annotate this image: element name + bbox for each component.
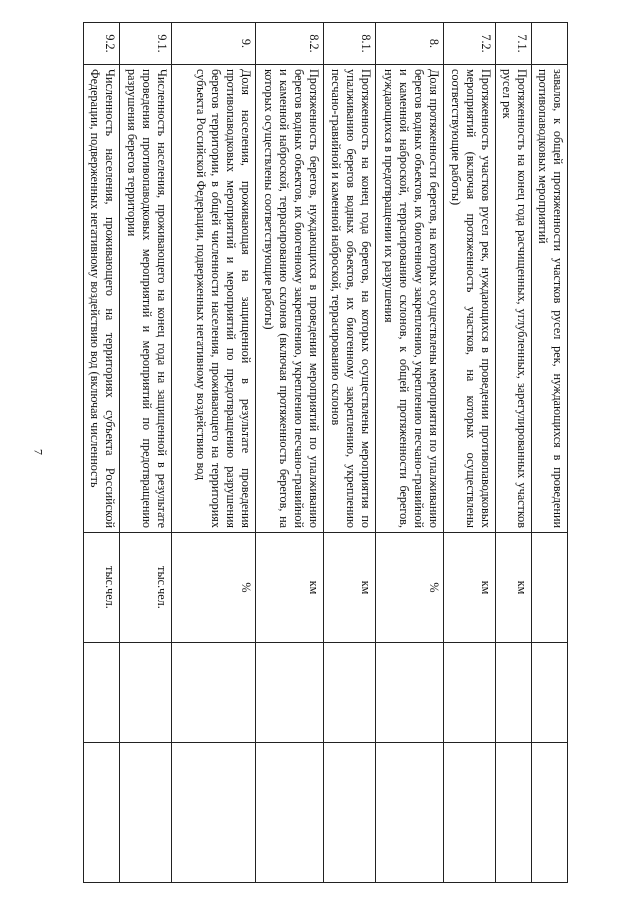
table-row xyxy=(376,23,444,883)
empty-cell xyxy=(496,743,532,883)
table-row xyxy=(120,23,172,883)
row-unit: тыс.чел. xyxy=(120,533,172,643)
row-number: 7.1. xyxy=(496,23,532,65)
table-row xyxy=(496,23,532,883)
indicators-table xyxy=(83,22,568,883)
row-number: 7.2. xyxy=(444,23,496,65)
row-number: 8.1. xyxy=(324,23,376,65)
empty-cell xyxy=(84,743,120,883)
empty-cell xyxy=(444,643,496,743)
empty-cell xyxy=(84,643,120,743)
row-unit xyxy=(532,533,568,643)
row-unit: км xyxy=(496,533,532,643)
empty-cell xyxy=(324,643,376,743)
row-unit: км xyxy=(324,533,376,643)
table-row xyxy=(532,23,568,883)
empty-cell xyxy=(120,743,172,883)
row-unit: % xyxy=(376,533,444,643)
row-description: Доля населения, проживающая на защищенной в результате проведения противопаводковых мероприятий и мероприятий по предотвращению разрушения берегов территории, в общей численности населения, проживающего на территориях субъекта Российской Федерации, подверженных негативному воздействию вод xyxy=(172,65,256,533)
indicators-table-rotated xyxy=(68,22,568,882)
row-description: Доля протяженности берегов, на которых осуществлены мероприятия по упалживанию берегов водных объектов, их биогенному закреплению, укреплению песчано-гравийной и каменной наброской, террасированию склонов, к общей протяженности берегов, нуждающихся в предотвращении их разрушения xyxy=(376,65,444,533)
page-number: 7 xyxy=(31,449,46,455)
row-number: 8. xyxy=(376,23,444,65)
empty-cell xyxy=(376,743,444,883)
row-unit: км xyxy=(256,533,324,643)
empty-cell xyxy=(256,743,324,883)
empty-cell xyxy=(120,643,172,743)
row-number xyxy=(532,23,568,65)
table-row xyxy=(256,23,324,883)
row-number: 8.2. xyxy=(256,23,324,65)
empty-cell xyxy=(532,643,568,743)
row-number: 9.1. xyxy=(120,23,172,65)
empty-cell xyxy=(444,743,496,883)
empty-cell xyxy=(532,743,568,883)
row-number: 9. xyxy=(172,23,256,65)
row-description: Протяженность участков русел рек, нуждающихся в проведении противопаводковых мероприятий (включая протяженность участков, на которых осуществлены соответствующие работы) xyxy=(444,65,496,533)
row-description: Численность населения, проживающего на территориях субъекта Российской Федерации, подверженных негативному воздействию вод (включая численность xyxy=(84,65,120,533)
empty-cell xyxy=(172,643,256,743)
empty-cell xyxy=(376,643,444,743)
row-unit: % xyxy=(172,533,256,643)
row-description: завалов, к общей протяженности участков русел рек, нуждающихся в проведении противопаводковых мероприятий xyxy=(532,65,568,533)
row-unit: тыс.чел. xyxy=(84,533,120,643)
table-row xyxy=(84,23,120,883)
row-unit: км xyxy=(444,533,496,643)
row-description: Численность населения, проживающего на конец года на защищенной в результате проведения противопаводковых мероприятий и мероприятий по предотвращению разрушения берегов территории xyxy=(120,65,172,533)
row-description: Протяженность берегов, нуждающихся в проведении мероприятий по упалживанию берегов водных объектов, их биогенному закреплению, укреплению песчано-гравийной и каменной наброской, террасированию склонов (включая протяженность берегов, на которых осуществлены соответствующие работы) xyxy=(256,65,324,533)
empty-cell xyxy=(496,643,532,743)
empty-cell xyxy=(172,743,256,883)
table-row xyxy=(444,23,496,883)
table-row xyxy=(324,23,376,883)
empty-cell xyxy=(256,643,324,743)
empty-cell xyxy=(324,743,376,883)
row-description: Протяженность на конец года берегов, на которых осуществлены мероприятия по упалживанию берегов водных объектов, их биогенному закреплению, укреплению песчано-гравийной и каменной наброской, террасированию склонов xyxy=(324,65,376,533)
row-number: 9.2. xyxy=(84,23,120,65)
row-description: Протяженность на конец года расчищенных, углубленных, зарегулированных участков русел рек xyxy=(496,65,532,533)
table-row xyxy=(172,23,256,883)
